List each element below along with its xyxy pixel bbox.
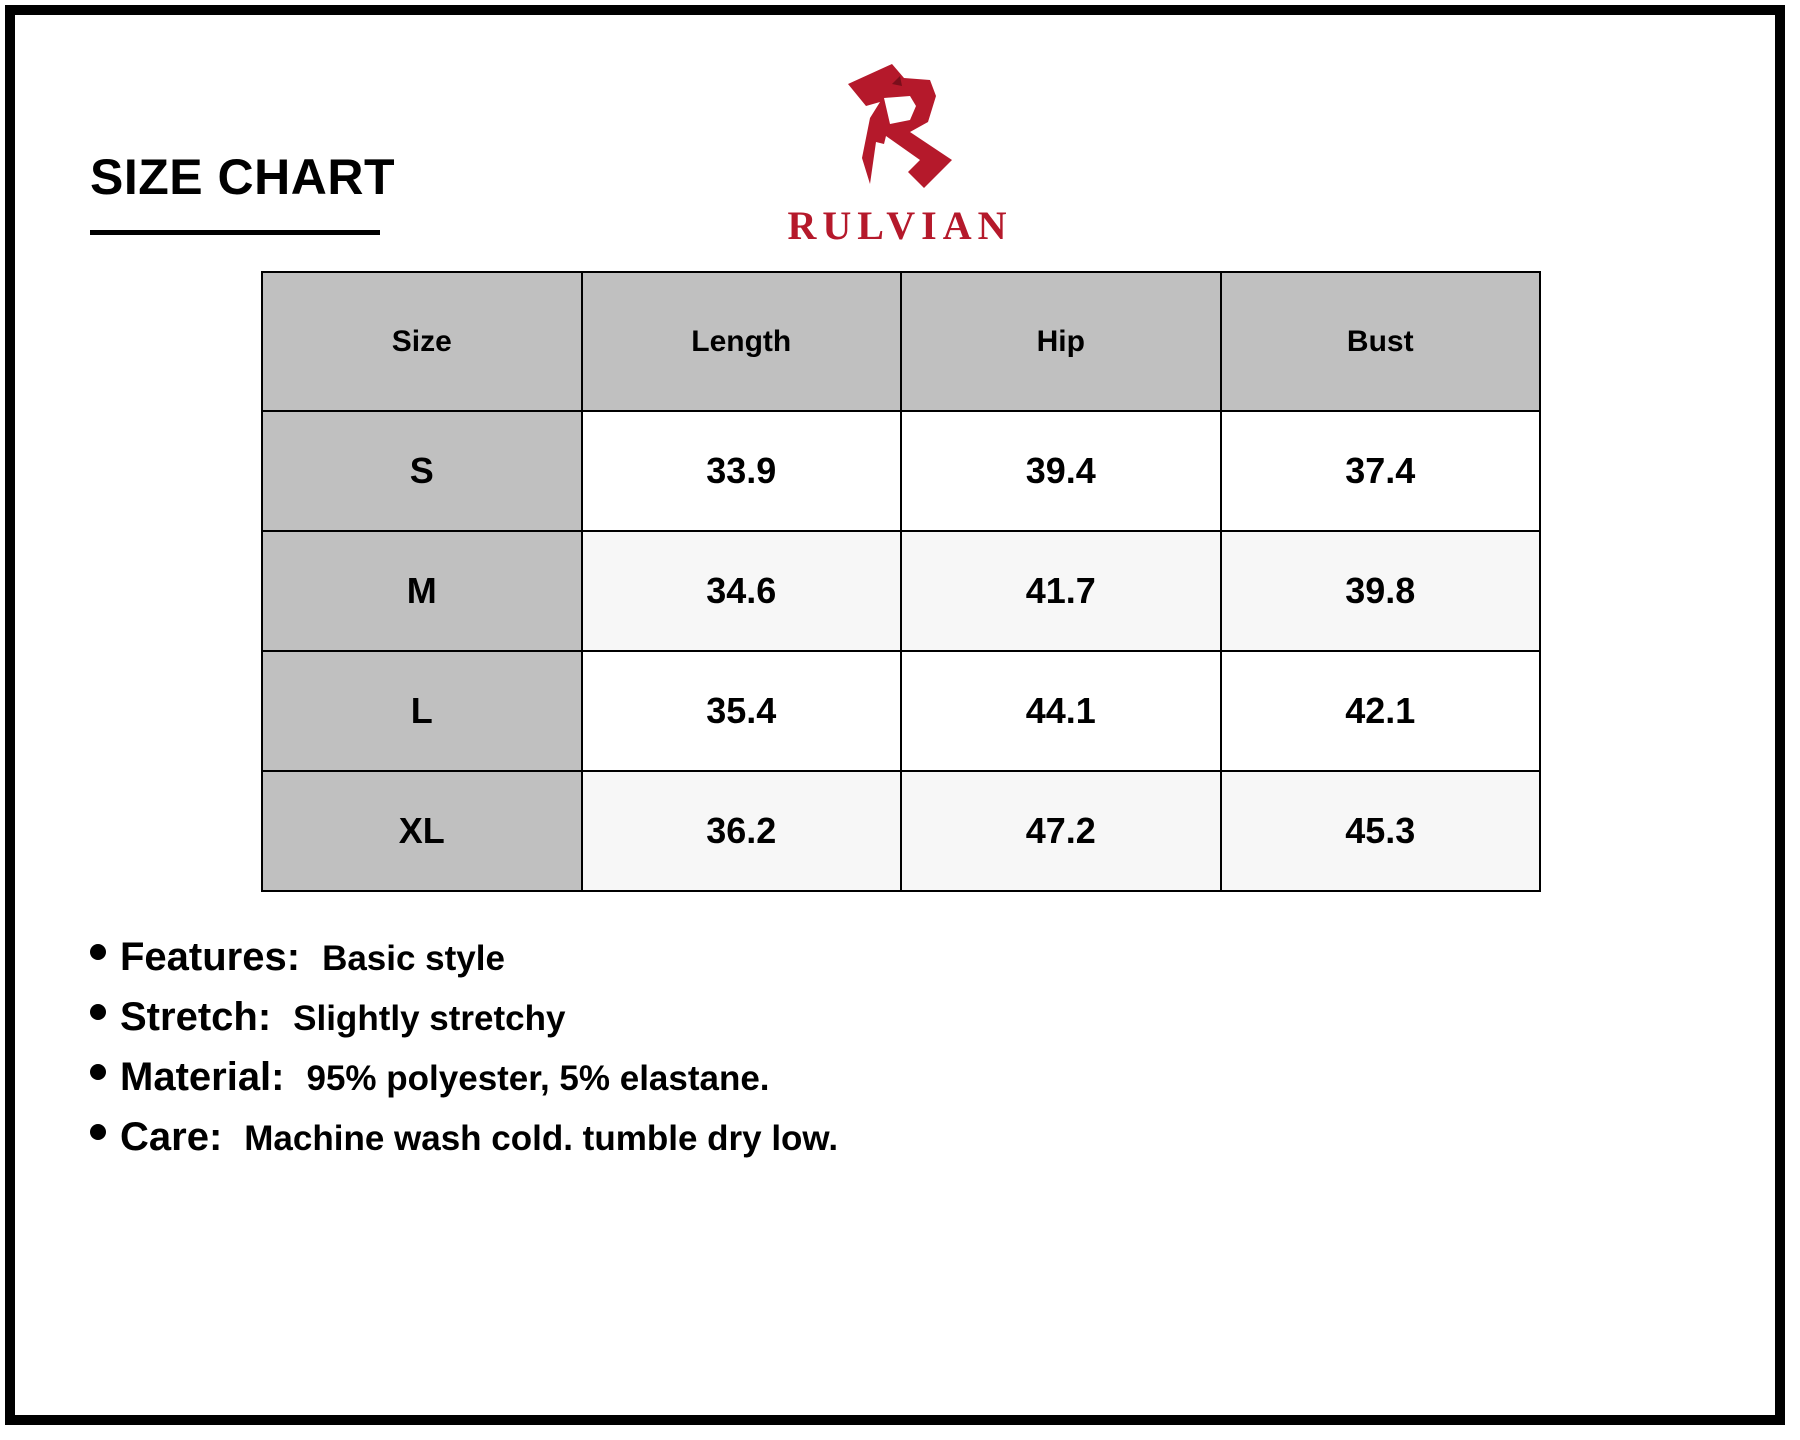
- page-title: SIZE CHART: [90, 149, 395, 205]
- title-underline: [90, 230, 380, 235]
- feature-label: Material:: [120, 1055, 285, 1099]
- bust-cell: 42.1: [1221, 651, 1541, 771]
- length-cell: 34.6: [582, 531, 902, 651]
- bullet-icon: [90, 1124, 106, 1140]
- table-row: [262, 531, 1540, 651]
- table-row: [262, 771, 1540, 891]
- product-features: [90, 935, 1290, 1175]
- size-cell: XL: [262, 771, 582, 891]
- bust-cell: 37.4: [1221, 411, 1541, 531]
- table-row: [262, 651, 1540, 771]
- feature-item-features: [90, 935, 1290, 995]
- bullet-icon: [90, 1064, 106, 1080]
- hip-cell: 39.4: [901, 411, 1221, 531]
- size-cell: S: [262, 411, 582, 531]
- bullet-icon: [90, 944, 106, 960]
- feature-label: Care:: [120, 1115, 223, 1159]
- header-hip: Hip: [901, 272, 1221, 411]
- feature-item-care: [90, 1115, 1290, 1175]
- feature-value: Basic style: [322, 939, 505, 978]
- hip-cell: 44.1: [901, 651, 1221, 771]
- brand-logo: [780, 62, 1020, 247]
- size-table: [261, 271, 1541, 892]
- table-header-row: [262, 272, 1540, 411]
- hip-cell: 47.2: [901, 771, 1221, 891]
- length-cell: 36.2: [582, 771, 902, 891]
- brand-name: RULVIAN: [787, 203, 1013, 248]
- feature-value: Slightly stretchy: [293, 999, 566, 1038]
- header-size: Size: [262, 272, 582, 411]
- length-cell: 35.4: [582, 651, 902, 771]
- header-length: Length: [582, 272, 902, 411]
- size-cell: L: [262, 651, 582, 771]
- size-cell: M: [262, 531, 582, 651]
- length-cell: 33.9: [582, 411, 902, 531]
- feature-value: 95% polyester, 5% elastane.: [306, 1059, 770, 1098]
- feature-item-stretch: [90, 995, 1290, 1055]
- brand-logo-mark-icon: [840, 62, 960, 197]
- feature-value: Machine wash cold. tumble dry low.: [244, 1119, 839, 1158]
- header-bust: Bust: [1221, 272, 1541, 411]
- bust-cell: 45.3: [1221, 771, 1541, 891]
- table-row: [262, 411, 1540, 531]
- bullet-icon: [90, 1004, 106, 1020]
- hip-cell: 41.7: [901, 531, 1221, 651]
- feature-label: Stretch:: [120, 995, 272, 1039]
- feature-item-material: [90, 1055, 1290, 1115]
- feature-label: Features:: [120, 935, 301, 979]
- bust-cell: 39.8: [1221, 531, 1541, 651]
